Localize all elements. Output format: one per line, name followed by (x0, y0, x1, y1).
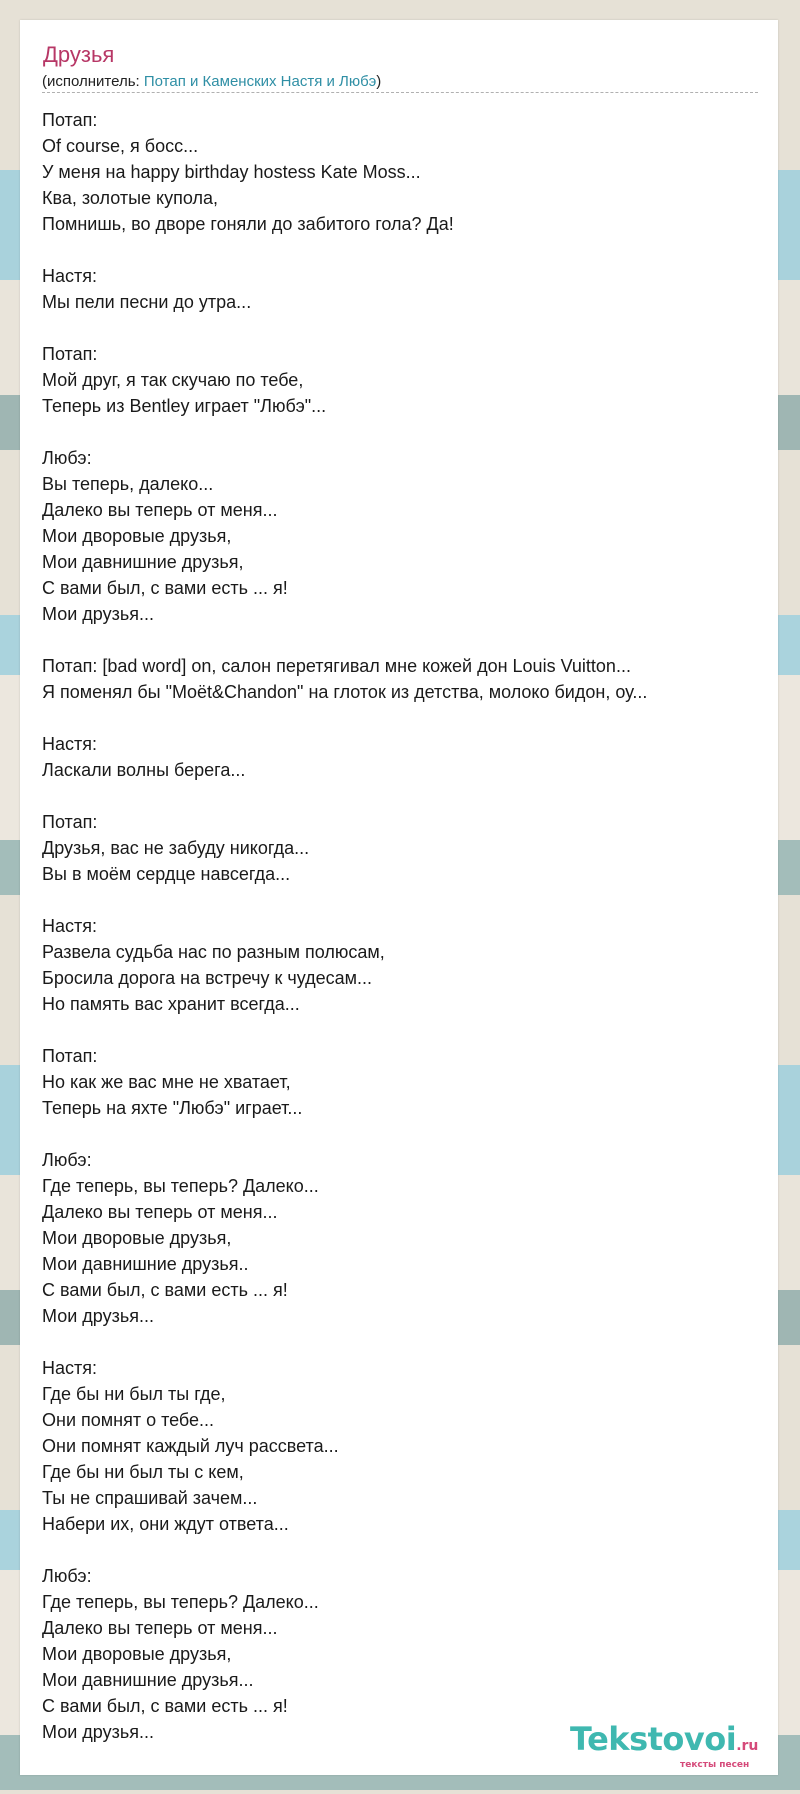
title-divider (42, 92, 758, 93)
song-title: Друзья (43, 42, 115, 67)
artist-line (42, 73, 381, 90)
logo-wordmark: Tekstovoi (570, 1720, 737, 1758)
artist-link[interactable]: Потап и Каменских Настя и Любэ (143, 73, 377, 90)
content-card (20, 20, 778, 1775)
logo-tagline: тексты песен (680, 1760, 750, 1770)
lyrics-text: Потап: Of course, я босс... У меня на happy birthday hostess Kate Moss... Ква, золотые купола, Помнишь, во дворе гоняли до забитого гола? Да! Настя: Мы пели песни до утра... Потап: Мой друг, я так скучаю по тебе, Теперь из Bentley играет "Любэ"... Любэ: Вы теперь, далеко... Далеко вы теперь от меня... Мои дворовые друзья, Мои давнишние друзья, С вами был, с вами есть ... я! Мои друзья... Потап: [bad word] on, салон перетягивал мне кожей дон Louis Vuitton... Я поменял бы "Moët&Chandon" на глоток из детства, молоко бидон, оу... Настя: Ласкали волны берега... Потап: Друзья, вас не забуду никогда... Вы в моём сердце навсегда... Настя: Развела судьба нас по разным полюсам, Бросила дорога на встречу к чудесам... Но память вас хранит всегда... Потап: Но как же вас мне не хватает, Теперь на яхте "Любэ" играет... Любэ: Где теперь, вы теперь? Далеко... Далеко вы теперь от меня... Мои дворовые друзья, Мои давнишние друзья.. С вами был, с вами есть ... я! Мои друзья... Настя: Где бы ни был ты где, Они помнят о тебе... Они помнят каждый луч рассвета... Где бы ни был ты с кем, Ты не спрашивай зачем... Набери их, они ждут ответа... Любэ: Где теперь, вы теперь? Далеко... Далеко вы теперь от меня... Мои дворовые друзья, Мои давнишние друзья... С вами был, с вами есть ... я! Мои друзья... (42, 110, 648, 1742)
site-logo[interactable] (570, 1720, 758, 1758)
artist-suffix: ) (376, 73, 382, 90)
artist-prefix: (исполнитель: (42, 73, 144, 90)
logo-domain: .ru (736, 1738, 759, 1754)
